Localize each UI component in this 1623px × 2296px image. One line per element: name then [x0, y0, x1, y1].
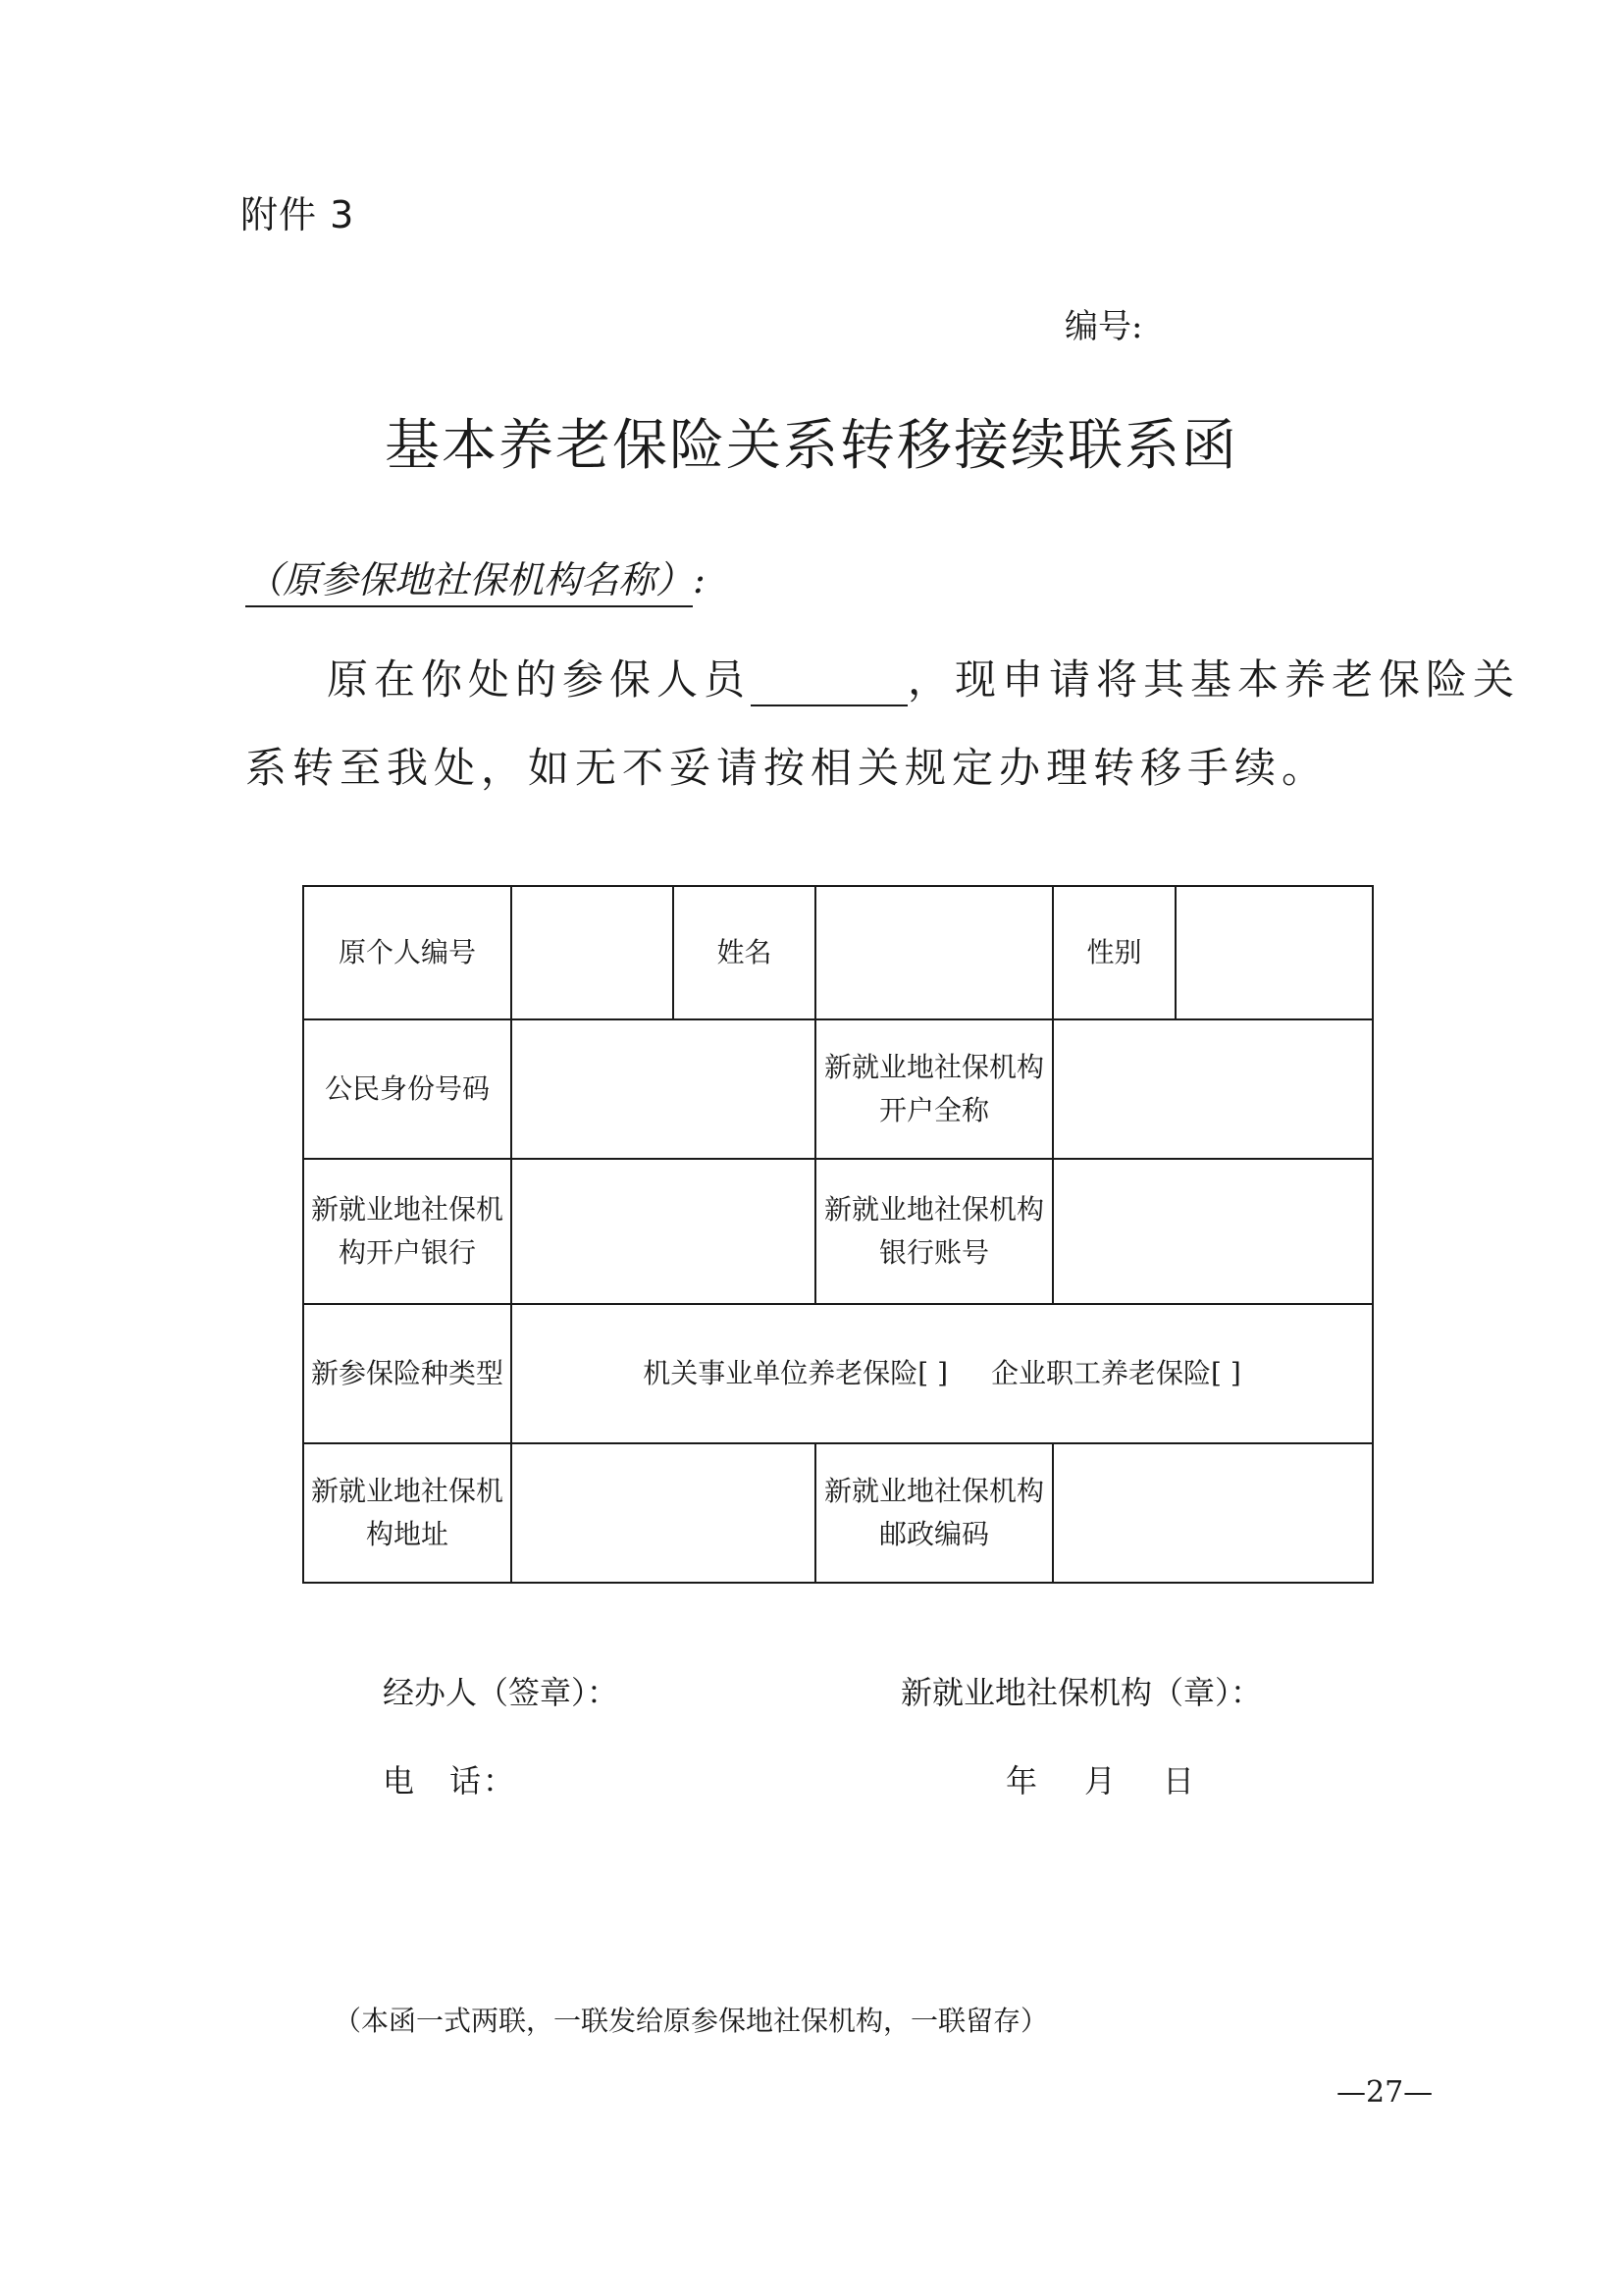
recipient-colon: :: [693, 558, 706, 601]
letter-paragraph-2: 系转至我处，如无不妥请按相关规定办理转移手续。: [245, 744, 1330, 792]
new-address-label: 新就业地社保机构地址: [303, 1443, 511, 1583]
day-label: 日: [1163, 1762, 1195, 1800]
handler-signature-label: 经办人（签章）：: [383, 1674, 619, 1711]
option-enterprise[interactable]: 企业职工养老保险[ ]: [991, 1357, 1241, 1389]
para1-before: 原在你处的参保人员: [327, 655, 752, 704]
table-row: [303, 1304, 1373, 1443]
table-row: [303, 1443, 1373, 1583]
participant-name-blank[interactable]: [751, 665, 908, 706]
letter-paragraph-1: [327, 648, 1534, 706]
id-number-label: 公民身份号码: [303, 1019, 511, 1159]
page-number: —27—: [1336, 2075, 1434, 2110]
new-postcode-label: 新就业地社保机构邮政编码: [815, 1443, 1053, 1583]
new-account-name-label: 新就业地社保机构开户全称: [815, 1019, 1053, 1159]
serial-number-label: 编号:: [1065, 307, 1143, 346]
insurance-type-label: 新参保险种类型: [303, 1304, 511, 1443]
new-account-name-field[interactable]: [1053, 1019, 1373, 1159]
table-row: [303, 886, 1373, 1019]
id-number-field[interactable]: [511, 1019, 815, 1159]
table-row: [303, 1019, 1373, 1159]
new-bank-account-label: 新就业地社保机构银行账号: [815, 1159, 1053, 1304]
new-address-field[interactable]: [511, 1443, 815, 1583]
recipient-line: [245, 549, 706, 603]
table-row: [303, 1159, 1373, 1304]
new-bank-label: 新就业地社保机构开户银行: [303, 1159, 511, 1304]
new-postcode-field[interactable]: [1053, 1443, 1373, 1583]
phone-label: 电 话：: [383, 1762, 517, 1800]
name-field[interactable]: [815, 886, 1053, 1019]
gender-field[interactable]: [1176, 886, 1373, 1019]
para1-after: ，现申请将其基本养老保险关: [908, 655, 1521, 704]
new-bank-account-field[interactable]: [1053, 1159, 1373, 1304]
agency-seal-label: 新就业地社保机构（章）：: [901, 1674, 1263, 1711]
date-line: [1006, 1756, 1241, 1801]
insurance-type-options: [511, 1304, 1373, 1443]
option-public-institution[interactable]: 机关事业单位养老保险[ ]: [643, 1357, 948, 1389]
month-label: 月: [1084, 1762, 1117, 1800]
document-title: 基本养老保险关系转移接续联系函: [385, 414, 1238, 478]
personal-no-label: 原个人编号: [303, 886, 511, 1019]
recipient-placeholder: （原参保地社保机构名称）: [245, 558, 693, 607]
attachment-label: 附件 3: [240, 193, 355, 236]
year-label: 年: [1006, 1762, 1038, 1800]
personal-no-field[interactable]: [511, 886, 673, 1019]
new-bank-field[interactable]: [511, 1159, 815, 1304]
transfer-form-table: [302, 885, 1374, 1584]
name-label: 姓名: [673, 886, 815, 1019]
gender-label: 性别: [1053, 886, 1176, 1019]
footer-note: （本函一式两联，一联发给原参保地社保机构，一联留存）: [334, 2005, 1049, 2037]
